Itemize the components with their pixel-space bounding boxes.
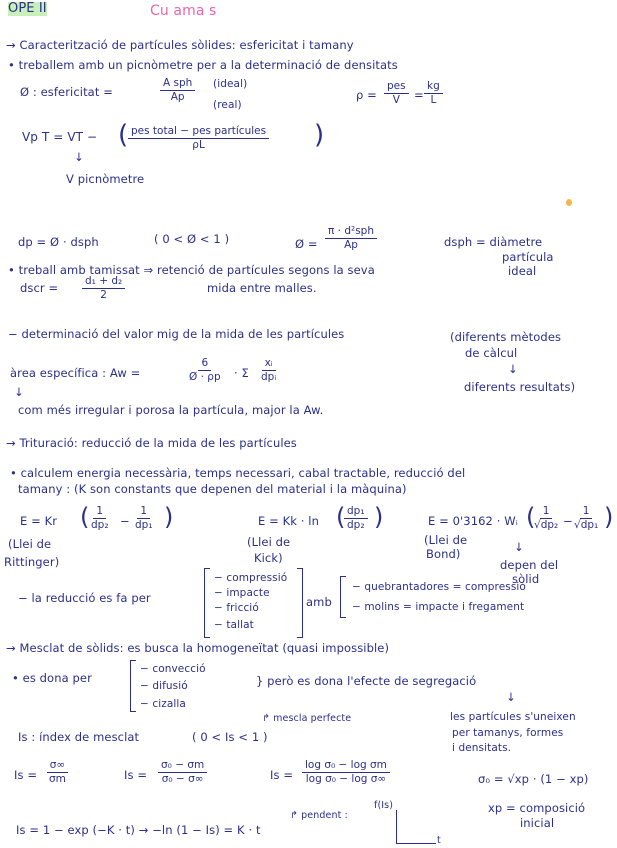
paren-open: (	[118, 120, 129, 150]
paren-close: )	[314, 120, 325, 150]
determinacio-text: − determinació del valor mig de la mida de les partícules	[8, 327, 345, 341]
bond-eq: E = 0'3162 · Wᵢ	[428, 514, 518, 528]
is-frac-1	[46, 759, 69, 786]
e1-minus: −	[120, 514, 130, 528]
rittinger-eq: E = Kr	[20, 514, 58, 528]
section3-heading: → Mesclat de sòlids: es busca la homogeneïtat (quasi impossible)	[6, 641, 390, 655]
fis-axis-label: f(Is)	[374, 800, 394, 811]
kick-label: (Llei de	[247, 535, 291, 549]
e3-frac-a-num: 1	[540, 505, 553, 519]
e1-paren-open: (	[80, 503, 90, 531]
vpt-numerator: pes total − pes partícules	[128, 125, 269, 139]
arrow-down-results: ↓	[508, 362, 518, 376]
type-1: − difusió	[140, 680, 188, 692]
sum-denominator: dpᵢ	[261, 371, 277, 383]
e3-frac-b-num: 1	[580, 505, 593, 519]
dona-label: • es dona per	[12, 671, 92, 685]
kick-eq: E = Kk · ln	[258, 514, 319, 528]
is-formula-2: Is =	[124, 768, 148, 782]
section1-bullet2b: mida entre malles.	[207, 281, 317, 295]
rho-num-2: kg	[424, 80, 443, 94]
dscr-denominator: 2	[100, 289, 107, 301]
rho-fraction-2	[424, 80, 443, 107]
e2-frac-num: dp₁	[344, 505, 368, 519]
is-frac-3-den: log σ₀ − log σ∞	[305, 773, 387, 785]
e3-frac-a	[531, 505, 561, 532]
is-frac-2	[158, 759, 207, 786]
phi-label: Ø : esfericitat =	[20, 85, 113, 99]
machine-1: − molins = impacte i fregament	[352, 601, 525, 613]
dsph-def-3: ideal	[508, 264, 537, 278]
mech-bracket-left	[204, 568, 210, 638]
e1-paren-close: )	[164, 503, 174, 531]
section2-heading: → Trituració: reducció de la mida de les partícules	[6, 436, 297, 450]
e3-frac-b	[571, 505, 601, 532]
ideal-label: (ideal)	[213, 78, 248, 90]
highlighter-dot	[566, 199, 572, 206]
page-title: OPE II	[8, 1, 47, 16]
mech-0: − compressió	[214, 572, 288, 584]
kick-label-2: Kick)	[254, 551, 283, 565]
is-frac-1-num: σ∞	[47, 759, 68, 773]
is-frac-2-den: σ₀ − σ∞	[161, 773, 204, 785]
e3-paren-close: )	[604, 503, 614, 531]
types-bracket	[130, 660, 136, 712]
last-formula: Is = 1 − exp (−K · t) → −ln (1 − Is) = K · t	[16, 823, 261, 837]
e1-frac-b	[132, 505, 156, 532]
xp-label-2: inicial	[520, 816, 555, 830]
rittinger-label-2: Rittinger)	[4, 555, 60, 569]
real-label: (real)	[213, 99, 242, 111]
rho-equals: =	[414, 88, 424, 102]
mech-bracket-right	[297, 568, 303, 638]
e1-frac-b-den: dp₁	[135, 519, 153, 531]
e2-frac-den: dp₂	[347, 519, 365, 531]
area-numerator: 6	[198, 357, 211, 371]
phi-fraction	[160, 77, 195, 104]
area-denominator: Ø · ρp	[189, 371, 221, 383]
e1-frac-a-den: dp₂	[91, 519, 109, 531]
dp-formula: dp = Ø · dsph	[18, 235, 99, 249]
section1-bullet2: • treball amb tamissat ⇒ retenció de partícules segons la seva	[8, 263, 375, 277]
mini-graph-xaxis	[396, 843, 436, 844]
vpt-denominator: ρL	[192, 139, 205, 151]
rho-fraction-1	[384, 80, 409, 107]
segregacio-text: } però es dona l'efecte de segregació	[256, 674, 477, 688]
bond-label-2: Bond)	[426, 547, 461, 561]
calcul-text: de càlcul	[465, 346, 518, 360]
sum-symbol: · Σ	[234, 366, 249, 380]
section1-bullet1: • treballem amb un picnòmetre per a la determinació de densitats	[8, 58, 398, 72]
sigma0-formula: σ₀ = √xp · (1 − xp)	[478, 772, 589, 786]
vpicnometre-label: V picnòmetre	[66, 172, 145, 186]
pendent-label: ↱ pendent :	[290, 810, 348, 821]
diferents-resultats: diferents resultats)	[464, 380, 576, 394]
e1-frac-a	[88, 505, 112, 532]
doodle-text: Cu ama s	[150, 3, 217, 19]
mech-1: − impacte	[214, 587, 270, 599]
type-0: − convecció	[140, 663, 206, 675]
e1-frac-a-num: 1	[93, 505, 106, 519]
e1-frac-b-num: 1	[137, 505, 150, 519]
e3-paren-open: (	[526, 503, 536, 531]
reduccio-label: − la reducció es fa per	[18, 591, 151, 605]
t-axis-label: t	[437, 835, 441, 846]
e3-frac-b-den: √dp₁	[574, 519, 599, 531]
is-formula-1: Is =	[14, 768, 38, 782]
depen-label: depen del	[500, 558, 559, 572]
arrow-down-depen: ↓	[514, 540, 524, 554]
phi-denominator: Ap	[170, 91, 185, 103]
rittinger-label: (Llei de	[8, 537, 52, 551]
arrow-down-area: ↓	[14, 385, 24, 399]
sum-fraction	[258, 357, 279, 384]
rho-den-1: V	[392, 94, 400, 106]
arrow-down-vpicn: ↓	[74, 150, 84, 164]
seg-text-2: per tamanys, formes	[452, 727, 564, 739]
sum-numerator: xᵢ	[262, 357, 276, 371]
dscr-fraction	[82, 275, 125, 302]
e2-paren-close: )	[374, 503, 384, 531]
section1-heading: → Caracterització de partícules sòlides: esfericitat i tamany	[6, 38, 354, 52]
metodes-text: (diferents mètodes	[450, 330, 562, 344]
dsph-def: dsph = diàmetre	[444, 235, 543, 249]
type-2: − cizalla	[140, 698, 186, 710]
is-frac-1-den: σm	[49, 773, 66, 785]
phi2-numerator: π · d²sph	[325, 225, 377, 239]
rho-num-1: pes	[384, 80, 409, 94]
e2-frac	[344, 505, 368, 532]
seg-text-3: i densitats.	[452, 742, 512, 754]
mech-2: − fricció	[214, 602, 259, 614]
xp-label: xp = composició	[488, 801, 586, 815]
section2-bullet-b: tamany : (K son constants que depenen del material i la màquina)	[18, 482, 407, 496]
dscr-label: dscr =	[20, 281, 59, 295]
vpt-fraction	[128, 125, 269, 152]
seg-text-1: les partícules s'uneixen	[450, 711, 576, 723]
amb-label: amb	[306, 595, 332, 609]
rho-den-2: L	[430, 94, 437, 106]
bond-label: (Llei de	[424, 533, 468, 547]
is-definition: Is : índex de mesclat	[18, 730, 140, 744]
phi2-fraction	[325, 225, 377, 252]
phi2-label: Ø =	[295, 237, 318, 251]
e2-paren-open: (	[336, 503, 346, 531]
e3-minus: −	[563, 514, 573, 528]
vpt-label: Vp T = VT −	[22, 130, 98, 144]
phi-numerator: A sph	[160, 77, 195, 91]
rho-label: ρ =	[356, 88, 377, 102]
e3-frac-a-den: √dp₂	[534, 519, 559, 531]
dscr-numerator: d₁ + d₂	[82, 275, 125, 289]
section2-bullet: • calculem energia necessària, temps necessari, cabal tractable, reducció del	[10, 466, 466, 480]
is-frac-3-num: log σ₀ − log σm	[302, 759, 390, 773]
depen-label-2: sòlid	[512, 572, 540, 586]
phi2-denominator: Ap	[344, 239, 358, 251]
irregular-text: com més irregular i porosa la partícula, major la Aw.	[18, 403, 324, 417]
machines-bracket	[340, 576, 346, 618]
area-fraction	[186, 357, 224, 384]
is-range: ( 0 < Is < 1 )	[192, 730, 268, 744]
dsph-def-2: partícula	[502, 250, 554, 264]
mescla-perfecte: ↱ mescla perfecte	[262, 713, 352, 724]
is-formula-3: Is =	[270, 768, 294, 782]
area-label: àrea específica : Aw =	[10, 366, 141, 380]
phi-range: ( 0 < Ø < 1 )	[154, 232, 230, 246]
is-frac-2-num: σ₀ − σm	[158, 759, 207, 773]
is-frac-3	[302, 759, 390, 786]
mech-3: − tallat	[214, 619, 254, 631]
mini-graph-yaxis	[396, 810, 397, 844]
machine-0: − quebrantadores = compressió	[352, 581, 526, 593]
arrow-down-seg: ↓	[506, 690, 516, 704]
